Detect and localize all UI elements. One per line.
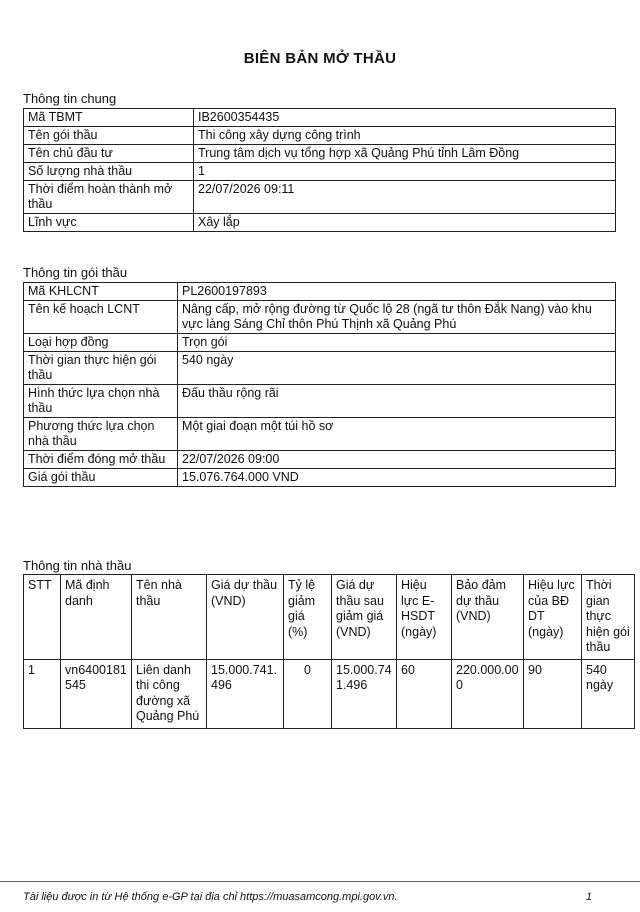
field-label: Tên gói thầu xyxy=(24,127,194,145)
table-row xyxy=(24,659,635,728)
table-row xyxy=(24,163,616,181)
table-row xyxy=(24,214,616,232)
table-cell: 60 xyxy=(397,659,452,728)
table-row xyxy=(24,352,616,385)
page-footer xyxy=(23,891,592,903)
page-title: BIÊN BẢN MỞ THẦU xyxy=(243,50,397,67)
field-label: Số lượng nhà thầu xyxy=(24,163,194,181)
table-cell: 1 xyxy=(24,659,61,728)
field-value: 540 ngày xyxy=(178,352,616,385)
table-cell: 220.000.000 xyxy=(452,659,524,728)
field-value: Một giai đoạn một túi hồ sơ xyxy=(178,418,616,451)
column-header: Bảo đảm dự thầu (VND) xyxy=(452,575,524,660)
field-value: 15.076.764.000 VND xyxy=(178,469,616,487)
column-header: Giá dự thầu (VND) xyxy=(207,575,284,660)
table-cell: 540 ngày xyxy=(582,659,635,728)
table-row xyxy=(24,418,616,451)
package-info-table xyxy=(23,282,616,487)
table-row xyxy=(24,301,616,334)
column-header: Hiệu lực E-HSDT (ngày) xyxy=(397,575,452,660)
table-cell: 15.000.741.496 xyxy=(332,659,397,728)
page-number: 1 xyxy=(585,891,592,903)
column-header: Giá dự thầu sau giảm giá (VND) xyxy=(332,575,397,660)
table-cell: 0 xyxy=(284,659,332,728)
table-row xyxy=(24,127,616,145)
field-label: Phương thức lựa chọn nhà thầu xyxy=(24,418,178,451)
field-label: Hình thức lựa chọn nhà thầu xyxy=(24,385,178,418)
field-label: Loại hợp đồng xyxy=(24,334,178,352)
field-label: Thời điểm đóng mở thầu xyxy=(24,451,178,469)
field-value: Nâng cấp, mở rộng đường từ Quốc lộ 28 (ngã tư thôn Đắk Nang) vào khu vực làng Sáng Chỉ thôn Phú Thịnh xã Quảng Phú xyxy=(178,301,616,334)
table-header-row xyxy=(24,575,635,660)
field-value: 22/07/2026 09:11 xyxy=(194,181,616,214)
column-header: Mã định danh xyxy=(61,575,132,660)
table-cell: 90 xyxy=(524,659,582,728)
field-label: Tên chủ đầu tư xyxy=(24,145,194,163)
table-row xyxy=(24,469,616,487)
field-label: Thời gian thực hiện gói thầu xyxy=(24,352,178,385)
table-cell: Liên danh thi công đường xã Quảng Phú xyxy=(132,659,207,728)
field-label: Lĩnh vực xyxy=(24,214,194,232)
table-row xyxy=(24,283,616,301)
table-row xyxy=(24,385,616,418)
field-value: Thi công xây dựng công trình xyxy=(194,127,616,145)
table-cell: 15.000.741.496 xyxy=(207,659,284,728)
footer-source-text: Tài liệu được in từ Hệ thống e-GP tại địa chỉ https://muasamcong.mpi.gov.vn. xyxy=(23,891,398,903)
table-row xyxy=(24,109,616,127)
field-value: IB2600354435 xyxy=(194,109,616,127)
column-header: Hiệu lực của BĐ DT (ngày) xyxy=(524,575,582,660)
table-row xyxy=(24,451,616,469)
field-value: Đấu thầu rộng rãi xyxy=(178,385,616,418)
column-header: STT xyxy=(24,575,61,660)
table-row xyxy=(24,334,616,352)
field-label: Mã TBMT xyxy=(24,109,194,127)
field-label: Mã KHLCNT xyxy=(24,283,178,301)
table-cell: vn6400181545 xyxy=(61,659,132,728)
field-label: Tên kế hoạch LCNT xyxy=(24,301,178,334)
table-row xyxy=(24,145,616,163)
field-value: Trung tâm dịch vụ tổng hợp xã Quảng Phú tỉnh Lâm Đồng xyxy=(194,145,616,163)
field-value: 22/07/2026 09:00 xyxy=(178,451,616,469)
package-info-heading: Thông tin gói thầu xyxy=(23,265,128,280)
field-value: 1 xyxy=(194,163,616,181)
field-value: PL2600197893 xyxy=(178,283,616,301)
column-header: Tỷ lệ giảm giá (%) xyxy=(284,575,332,660)
column-header: Tên nhà thầu xyxy=(132,575,207,660)
general-info-heading: Thông tin chung xyxy=(23,91,117,106)
general-info-table xyxy=(23,108,616,232)
field-label: Giá gói thầu xyxy=(24,469,178,487)
field-value: Xây lắp xyxy=(194,214,616,232)
bidder-info-heading: Thông tin nhà thầu xyxy=(23,558,132,573)
footer-divider xyxy=(0,881,640,882)
bidder-table xyxy=(23,574,635,729)
field-value: Trọn gói xyxy=(178,334,616,352)
field-label: Thời điểm hoàn thành mở thầu xyxy=(24,181,194,214)
table-row xyxy=(24,181,616,214)
column-header: Thời gian thực hiện gói thầu xyxy=(582,575,635,660)
